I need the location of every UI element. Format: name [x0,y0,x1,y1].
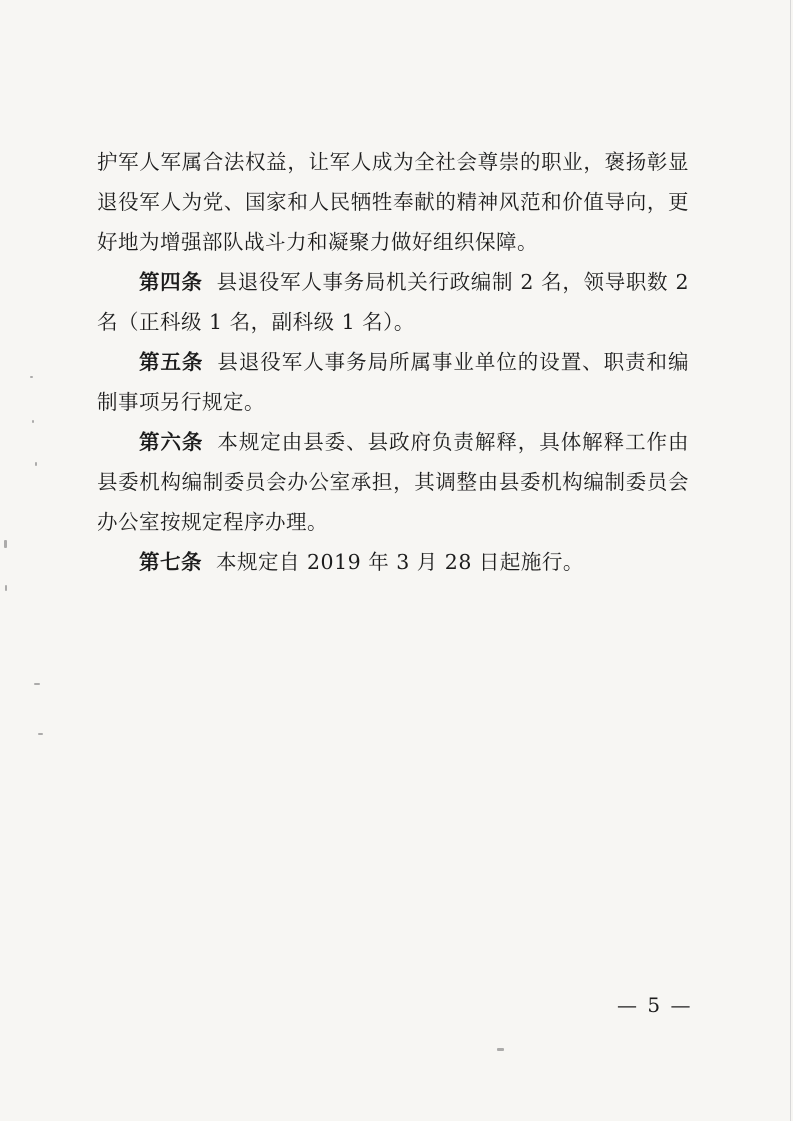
article-label: 第六条 [139,430,204,454]
text-line: 县委机构编制委员会办公室承担，其调整由县委机构编制委员会 [97,470,689,494]
scan-speck [30,376,33,378]
scan-speck [34,683,40,685]
article-label: 第七条 [139,550,202,574]
text-line: 制事项另行规定。 [97,390,265,414]
text-line [97,262,689,302]
article-4 [97,262,689,342]
scan-speck [497,1048,504,1051]
text-line [97,542,689,582]
document-body [97,142,689,582]
page-number: — 5 — [617,993,693,1017]
scan-speck [5,585,7,591]
text-line: 好地为增强部队战斗力和凝聚力做好组织保障。 [97,230,538,254]
text-line: 名（正科级 1 名，副科级 1 名）。 [97,310,415,334]
scan-speck [38,733,43,735]
article-text: 县退役军人事务局机关行政编制 2 名，领导职数 2 [216,270,689,294]
text-line: 办公室按规定程序办理。 [97,510,328,534]
text-line [97,342,689,382]
article-text: 本规定自 2019 年 3 月 28 日起施行。 [216,550,584,574]
text-line: 退役军人为党、国家和人民牺牲奉献的精神风范和价值导向，更 [97,190,689,214]
scan-edge [790,0,791,1121]
article-6 [97,422,689,542]
article-text: 县退役军人事务局所属事业单位的设置、职责和编 [217,350,689,374]
scan-speck [35,462,37,466]
article-label: 第四条 [139,270,203,294]
article-label: 第五条 [139,350,204,374]
scan-speck [32,420,34,423]
article-5 [97,342,689,422]
paragraph-continuation [97,142,689,262]
text-line: 护军人军属合法权益，让军人成为全社会尊崇的职业，褒扬彰显 [97,150,689,174]
scan-speck [4,540,7,548]
article-7 [97,542,689,582]
article-text: 本规定由县委、县政府负责解释，具体解释工作由 [217,430,689,454]
text-line [97,422,689,462]
